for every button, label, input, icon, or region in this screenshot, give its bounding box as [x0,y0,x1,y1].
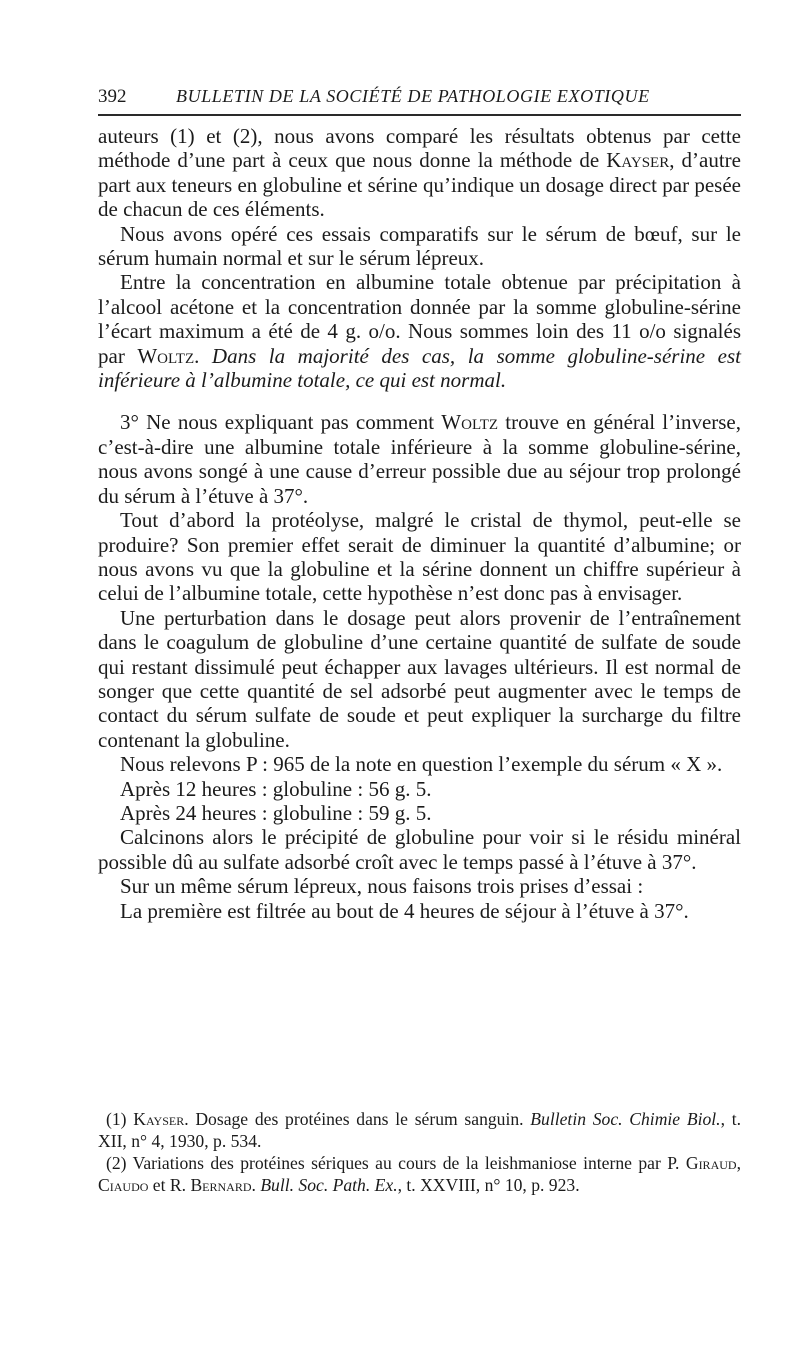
footnotes [98,1108,741,1196]
running-title: BULLETIN DE LA SOCIÉTÉ DE PATHOLOGIE EXOTIQUE [176,86,650,106]
italic-conclusion: Dans la majorité des cas, la somme globuline-sérine est inférieure à l’albumine totale, ce qui est normal. [98,343,741,393]
journal-title: Bull. Soc. Path. Ex. [260,1175,398,1195]
footnote-author: Ciaudo [98,1175,149,1195]
paragraph-7: Nous relevons P : 965 de la note en question l’exemple du sérum « X ». [120,752,723,777]
footnote-author: Giraud [685,1153,737,1173]
page-header [98,86,741,114]
paragraph-6: Une perturbation dans le dosage peut alors provenir de l’entraînement dans le coagulum de globuline d’une certaine quantité de sulfate de soude qui restant dissimulé peut échapper aux lavages ultérieurs. Il est normal de songer que cette quantité de sel adsorbé peut augmenter avec le temps de contact du sérum sulfate de soude et peut expliquer la surcharge du filtre contenant la globuline. [98,605,741,752]
paragraph-9: Après 24 heures : globuline : 59 g. 5. [120,800,432,825]
paragraph-2: Nous avons opéré ces essais comparatifs sur le sérum de bœuf, sur le sérum humain normal et sur le sérum lépreux. [98,221,741,271]
footnote-author: Bernard [190,1175,252,1195]
paragraph-4: 3° Ne nous expliquant pas comment Woltz trouve en général l’inverse, c’est-à-dire une albumine totale inférieure à la somme globuline-sérine, nous avons songé à une cause d’erreur possible due au séjour trop prolongé du sérum à l’étuve à 37°. [98,410,742,508]
paragraph-12: La première est filtrée au bout de 4 heures de séjour à l’étuve à 37°. [120,898,689,923]
paragraph-8: Après 12 heures : globuline : 56 g. 5. [120,776,432,801]
journal-title: Bulletin Soc. Chimie Biol. [530,1109,721,1129]
footnote-author: Kayser [133,1109,185,1129]
paragraph-3: Entre la concentration en albumine totale obtenue par précipitation à l’alcool acétone et la concentration donnée par la somme globuline-sérine l’écart maximum a été de 4 g. o/o. Nous sommes loin des 11 o/o signalés par Woltz. Dans la majorité des cas, la somme globuline-sérine est inférieure à l’albumine totale, ce qui est normal. [98,270,741,393]
footnote-1: (1) Kayser. Dosage des protéines dans le sérum sanguin. Bulletin Soc. Chimie Biol., t. XII, n° 4, 1930, p. 534. [98,1109,741,1151]
paragraph-1: auteurs (1) et (2), nous avons comparé les résultats obtenus par cette méthode d’une part à ceux que nous donne la méthode de Kayser, d’autre part aux teneurs en globuline et sérine qu’indique un dosage direct par pesée de chacun de ces éléments. [98,124,741,222]
paragraph-10: Calcinons alors le précipité de globuline pour voir si le résidu minéral possible dû au sulfate adsorbé croît avec le temps passé à l’étuve à 37°. [98,825,741,874]
author-name: Woltz [137,343,195,368]
paragraph-11: Sur un même sérum lépreux, nous faisons trois prises d’essai : [120,874,644,899]
author-name: Woltz [441,410,499,435]
page-number: 392 [98,86,127,107]
footnote-2: (2) Variations des protéines sériques au cours de la leishmaniose interne par P. Giraud, Ciaudo et R. Bernard. Bull. Soc. Path. Ex., t. XXVIII, n° 10, p. 923. [98,1153,741,1195]
author-name: Kayser [606,148,670,173]
header-rule [98,114,741,116]
paragraph-5: Tout d’abord la protéolyse, malgré le cristal de thymol, peut-elle se produire? Son premier effet serait de diminuer la quantité d’albumine; or nous avons vu que la globuline et la sérine donnent un chiffre supérieur à celui de l’albumine totale, cette hypothèse n’est donc pas à envisager. [98,508,741,606]
body-text [98,124,741,923]
